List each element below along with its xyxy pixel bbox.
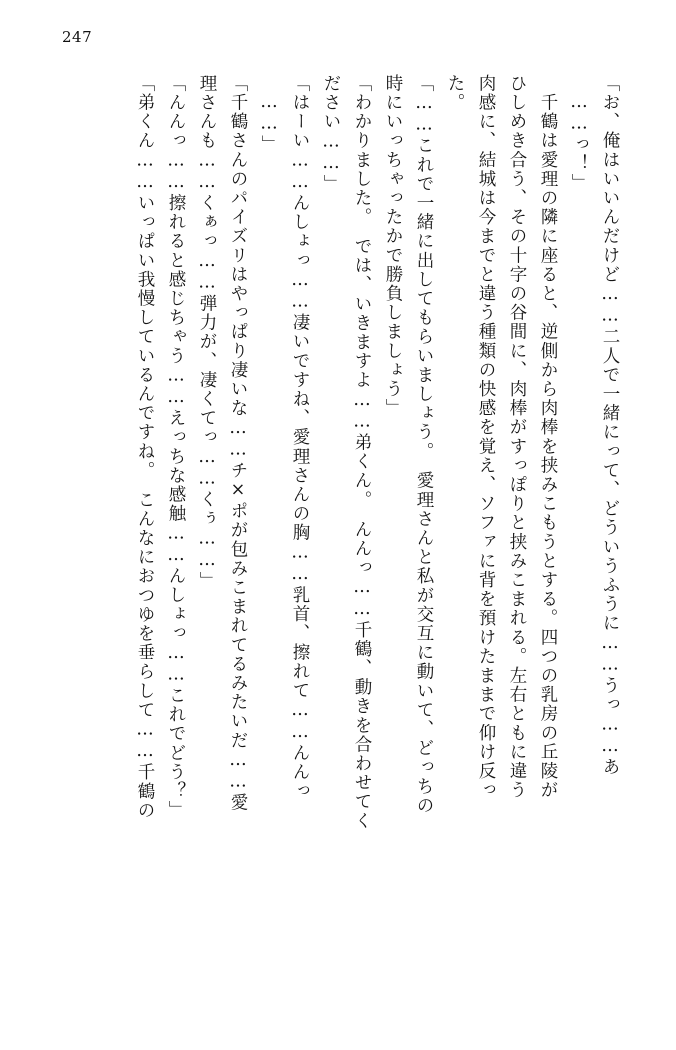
vertical-text-block — [46, 74, 618, 1010]
text-line: ……」 — [259, 92, 279, 155]
text-line: 「千鶴さんのパイズリはやっぱり凄いな……チ×ポが包みこまれてるみたいだ……愛 — [228, 74, 248, 813]
text-line: 「はーい……んしょっ……凄いですね、愛理さんの胸……乳首、擦れて……んんっ — [290, 74, 310, 801]
text-line: ……っ！」 — [569, 92, 589, 193]
text-line: 「んんっ……擦れると感じちゃう……えっちな感触……んしょっ……これでどう？」 — [166, 74, 186, 820]
text-line: 千鶴は愛理の隣に座ると、逆側から肉棒を挟みこもうとする。四つの乳房の丘陵が — [538, 74, 558, 800]
text-line: 時にいっちゃったかで勝負しましょう」 — [383, 74, 403, 418]
text-line: 「お、俺はいいんだけど……二人で一緒にって、どういうふうに……うっ……あ — [600, 74, 620, 777]
text-line: た。 — [445, 74, 465, 113]
text-line: 「わかりました。 では、いきますよ……弟くん。 んんっ……千鶴、動きを合わせてく — [352, 74, 372, 831]
text-line: 理さんも……くぁっ……弾力が、凄くてっ……くぅ……」 — [197, 74, 217, 591]
text-line: 「弟くん……いっぱい我慢しているんですね。 こんなにおつゆを垂らして……千鶴の — [135, 74, 155, 821]
text-line: 「……これで一緒に出してもらいましょう。 愛理さんと私が交互に動いて、どっちの — [414, 74, 434, 816]
page-number: 247 — [62, 28, 93, 46]
text-line: ださい……」 — [321, 74, 341, 194]
text-line: ひしめき合う、その十字の谷間に、肉棒がすっぽりと挟みこまれる。左右ともに違う — [507, 74, 527, 800]
text-line: 肉感に、結城は今までと違う種類の快感を覚え、ソファに背を預けたままで仰け反っ — [476, 74, 496, 800]
